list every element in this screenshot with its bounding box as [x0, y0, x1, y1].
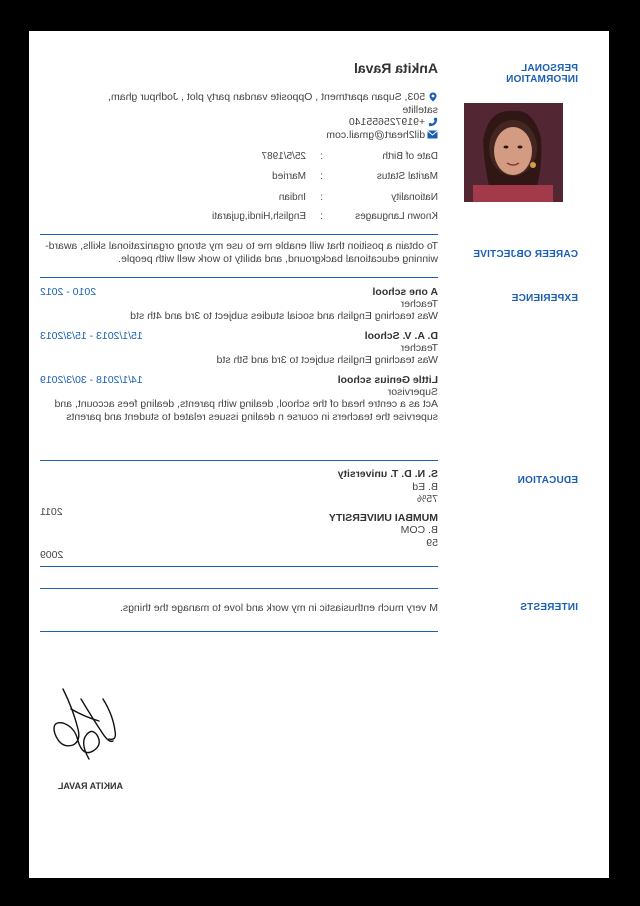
handwritten-signature [38, 679, 133, 774]
section-education-heading: EDUCATION [517, 475, 578, 486]
marital-label: Marital Status [376, 171, 438, 182]
exp-role: Supervisor [387, 386, 438, 398]
divider [40, 588, 438, 589]
exp-dates: 2010 - 2012 [40, 286, 97, 298]
colon: : [320, 171, 323, 182]
edu-score: 59 [426, 537, 438, 549]
location-pin-icon [428, 92, 438, 102]
career-objective-text: To obtain a position that will enable me to use my strong organizational skills, award-winning educational background, and ability to work well with people. [45, 240, 438, 265]
section-interests-heading: INTERESTS [520, 602, 578, 613]
exp-org: Little Genius school [337, 374, 438, 386]
phone-icon [428, 117, 438, 127]
exp-org: D. A. V. School [364, 330, 438, 342]
divider [40, 277, 438, 278]
edu-institution: MUMBAI UNIVERSITY [328, 512, 438, 524]
nationality-value: Indian [278, 192, 306, 203]
exp-org: A one school [372, 286, 438, 298]
profile-photo [464, 103, 563, 202]
dob-label: Date of Birth [382, 151, 438, 162]
edu-degree: B. COM [400, 524, 438, 536]
colon: : [320, 151, 323, 162]
address-text: 503, Supan apartment , Opposite vandan party plot , Jodhpur gham, satellite [108, 91, 438, 116]
divider [40, 460, 438, 461]
divider [40, 234, 438, 235]
mirrored-content [29, 31, 609, 878]
section-experience-heading: EXPERIENCE [511, 293, 578, 304]
exp-desc: Was teaching English and social studies subject to 3rd and 4th std [130, 310, 438, 322]
edu-year: 2011 [40, 506, 63, 518]
person-name: Ankita Raval [353, 60, 438, 76]
edu-year: 2009 [40, 549, 64, 561]
email-row [326, 129, 438, 142]
resume-page [29, 31, 609, 878]
nationality-label: Nationality [391, 192, 438, 203]
section-career-heading: CAREER OBJECTIVE [473, 249, 578, 260]
edu-degree: B. Ed [412, 481, 438, 493]
interests-text: M very much enthusiastic in my work and love to manage the things. [119, 602, 438, 614]
dob-value: 25/5/1987 [261, 151, 306, 162]
languages-label: Known Languages [355, 211, 438, 222]
envelope-icon [428, 130, 438, 140]
signature-name: ANKITA RAVAL [57, 781, 123, 791]
section-personal-heading: PERSONAL INFORMATION [505, 63, 578, 85]
colon: : [320, 192, 323, 203]
phone-text[interactable]: +919725655140 [348, 116, 426, 128]
exp-role: Teacher [400, 342, 438, 354]
address-row [78, 91, 438, 116]
divider [40, 631, 438, 632]
email-text[interactable]: dil2heart@gmail.com [326, 129, 426, 141]
exp-role: Teacher [400, 298, 438, 310]
edu-score: 75% [416, 493, 438, 505]
languages-value: English,Hindi,gujarati [212, 211, 306, 222]
edu-institution: S. N. D. T. university [337, 468, 438, 480]
exp-dates: 14/1/2018 - 30/3/2019 [40, 374, 143, 386]
divider [40, 566, 438, 567]
exp-desc: Was teaching English subject to 3rd and 5th std [216, 354, 438, 366]
exp-dates: 15/1/2013 - 15/3/2013 [40, 330, 143, 342]
phone-row [349, 116, 438, 129]
colon: : [320, 211, 323, 222]
marital-value: Married [272, 171, 306, 182]
exp-desc: Act as a centre head of the school, dealing with parents, dealing fees account, and supervise the teachers in course n dealing issues related to student and parents [54, 398, 438, 423]
